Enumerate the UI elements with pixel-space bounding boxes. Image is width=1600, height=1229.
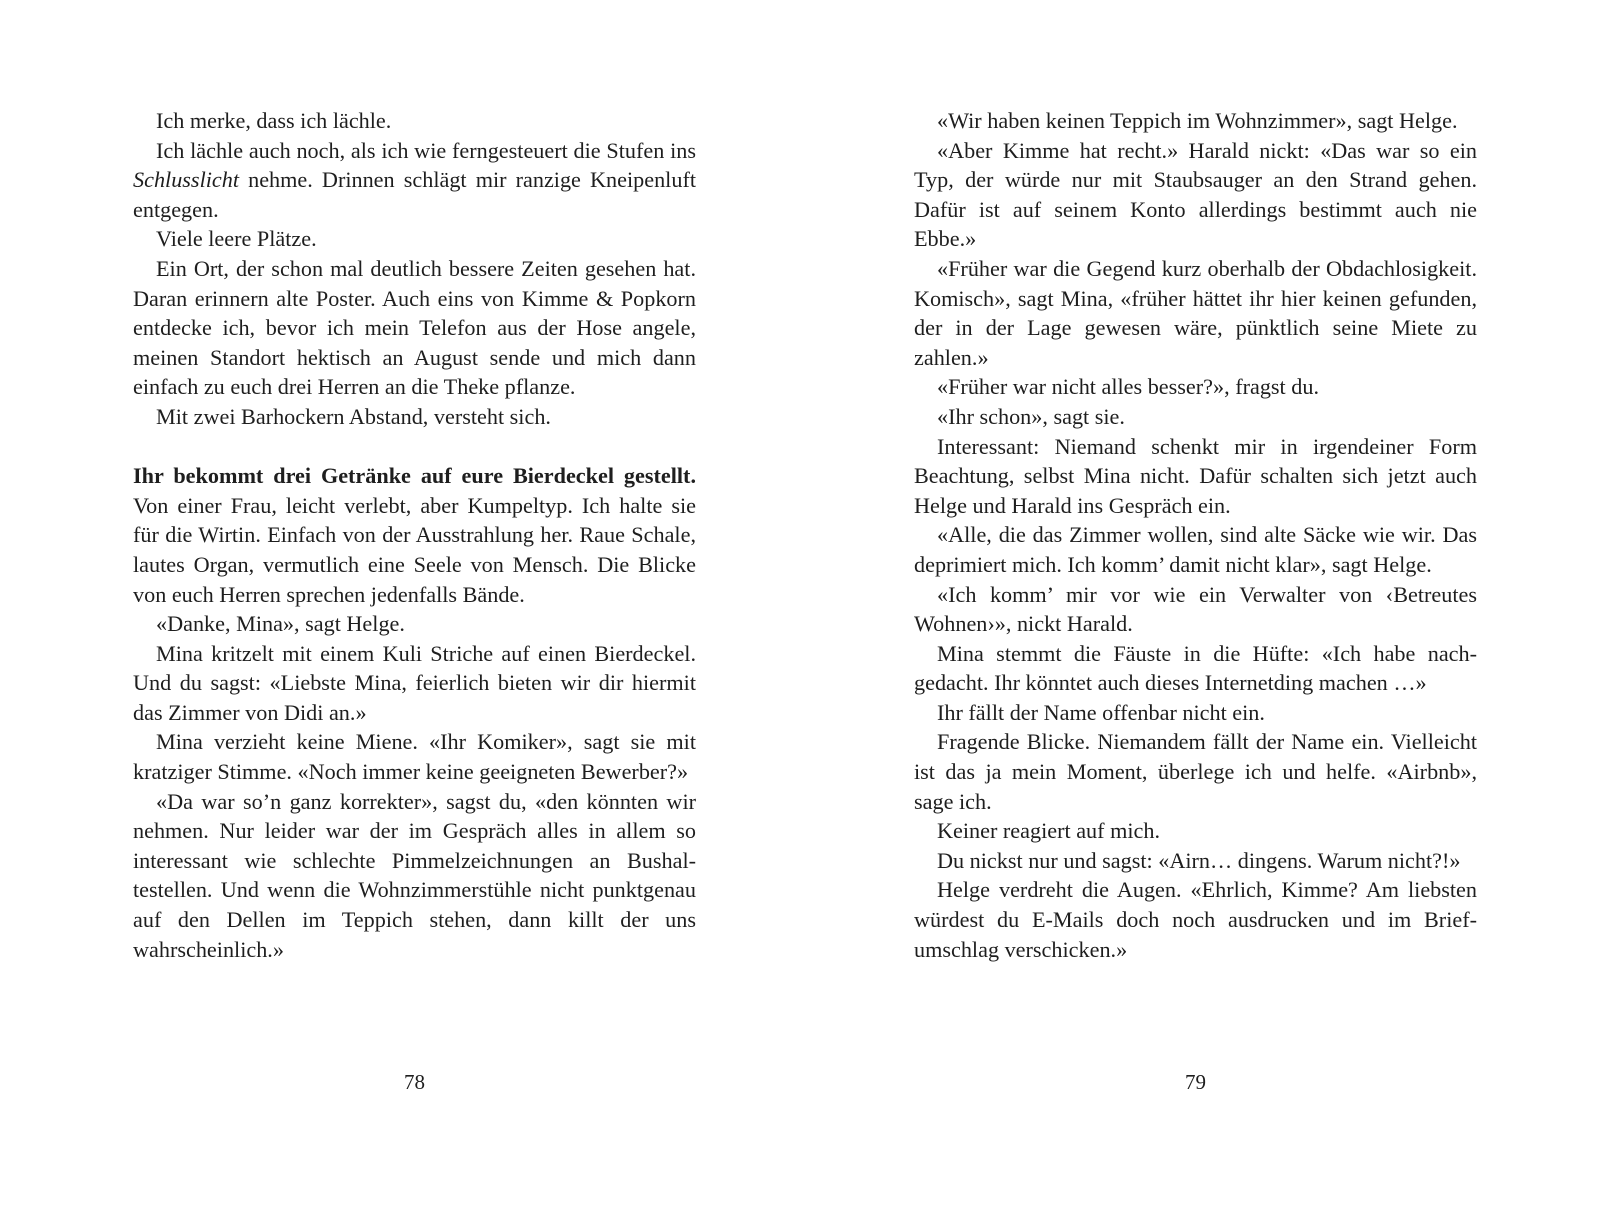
paragraph	[133, 136, 696, 225]
paragraph: Fragende Blicke. Niemandem fällt der Name ein. Vielleicht ist das ja mein Moment, überlege ich und helfe. «Airbnb», sage ich.	[914, 729, 1477, 814]
paragraph: «Wir haben keinen Teppich im Wohnzimmer», sagt Helge.	[937, 108, 1458, 133]
page-number-left: 78	[404, 1070, 425, 1094]
paragraph: «Früher war die Gegend kurz oberhalb der Obdachlosigkeit. Komisch», sagt Mina, «früher hättet ihr hier keinen gefunden, der in der Lage gewesen wäre, pünktlich seine Miete zu zahlen.»	[914, 255, 1477, 370]
paragraph-text: Ich lächle auch noch, als ich wie ferngesteuert die Stufen ins	[156, 137, 696, 163]
paragraph: Du nickst nur und sagst: «Airn… dingens. Warum nicht?!»	[937, 847, 1461, 873]
paragraph: Mina kritzelt mit einem Kuli Striche auf einen Bierdeckel. Und du sagst: «Liebste Mina, feierlich bieten wir dir hiermit das Zimmer von Didi an.»	[133, 640, 696, 725]
paragraph: Interessant: Niemand schenkt mir in irgendeiner Form Beachtung, selbst Mina nicht. Dafür schalten sich jetzt auch Helge und Harald ins Gespräch ein.	[914, 433, 1477, 518]
paragraph: Ich merke, dass ich lächle.	[156, 108, 392, 133]
paragraph: Ihr fällt der Name offenbar nicht ein.	[937, 699, 1265, 725]
page-number-right: 79	[1185, 1070, 1206, 1094]
run-in-heading: Ihr bekommt drei Getränke auf eure Bierdeckel gestellt.	[133, 463, 696, 489]
paragraph: Ein Ort, der schon mal deutlich bessere Zeiten gesehen hat. Daran erinnern alte Poster. Auch eins von Kimme & Popkorn entdecke ich, bevor ich mein Telefon aus der Hose angele, meinen Standort hektisch an August sende und mich dann einfach zu euch drei Herren an die Theke pflanze.	[133, 255, 696, 400]
paragraph: «Ihr schon», sagt sie.	[937, 403, 1125, 429]
paragraph-text: Von einer Frau, leicht verlebt, aber Kumpeltyp. Ich halte sie für die Wirtin. Einfach von der Ausstrahlung her. Raue Schale, lautes Organ, vermutlich eine Seele von Mensch. Die Blicke von euch Herren sprechen jedenfalls Bände.	[133, 492, 696, 607]
paragraph: Keiner reagiert auf mich.	[937, 818, 1160, 844]
paragraph: «Aber Kimme hat recht.» Harald nickt: «Das war so ein Typ, der würde nur mit Staubsauger an den Strand gehen. Dafür ist auf seinem Konto allerdings bestimmt auch nie Ebbe.»	[914, 137, 1477, 252]
section-start-paragraph	[133, 461, 696, 609]
right-page	[914, 106, 1477, 964]
paragraph: Helge verdreht die Augen. «Ehrlich, Kimme? Am liebsten würdest du E-Mails doch noch ausdrucken und im Briefumschlag verschicken.»	[914, 877, 1477, 962]
paragraph: Mina verzieht keine Miene. «Ihr Komiker», sagt sie mit kratziger Stimme. «Noch immer keine geeigneten Bewerber?»	[133, 729, 696, 785]
emphasized-title: Schlusslicht	[133, 167, 239, 193]
paragraph: «Da war so’n ganz korrekter», sagst du, «den könnten wir nehmen. Nur leider war der im Gespräch alles in allem so interessant wie schlechte Pimmelzeichnungen an Bushaltestellen. Und wenn die Wohnzimmerstühle nicht punktgenau auf den Dellen im Teppich stehen, dann killt der uns wahrscheinlich.»	[133, 788, 696, 962]
paragraph: Mit zwei Barhockern Abstand, versteht sich.	[156, 403, 551, 429]
paragraph-text: nehme. Drinnen schlägt mir ranzige Kneipenluft entgegen.	[133, 167, 696, 222]
paragraph: «Alle, die das Zimmer wollen, sind alte Säcke wie wir. Das deprimiert mich. Ich komm’ damit nicht klar», sagt Helge.	[914, 522, 1477, 577]
paragraph: «Ich komm’ mir vor wie ein Verwalter von ‹Betreutes Wohnen›», nickt Harald.	[914, 581, 1477, 637]
paragraph: Mina stemmt die Fäuste in die Hüfte: «Ich habe nachgedacht. Ihr könntet auch dieses Internetding machen …»	[914, 640, 1477, 696]
left-page	[133, 106, 696, 964]
paragraph: «Früher war nicht alles besser?», fragst du.	[937, 374, 1319, 400]
paragraph: Viele leere Plätze.	[156, 226, 317, 252]
paragraph: «Danke, Mina», sagt Helge.	[156, 611, 405, 637]
